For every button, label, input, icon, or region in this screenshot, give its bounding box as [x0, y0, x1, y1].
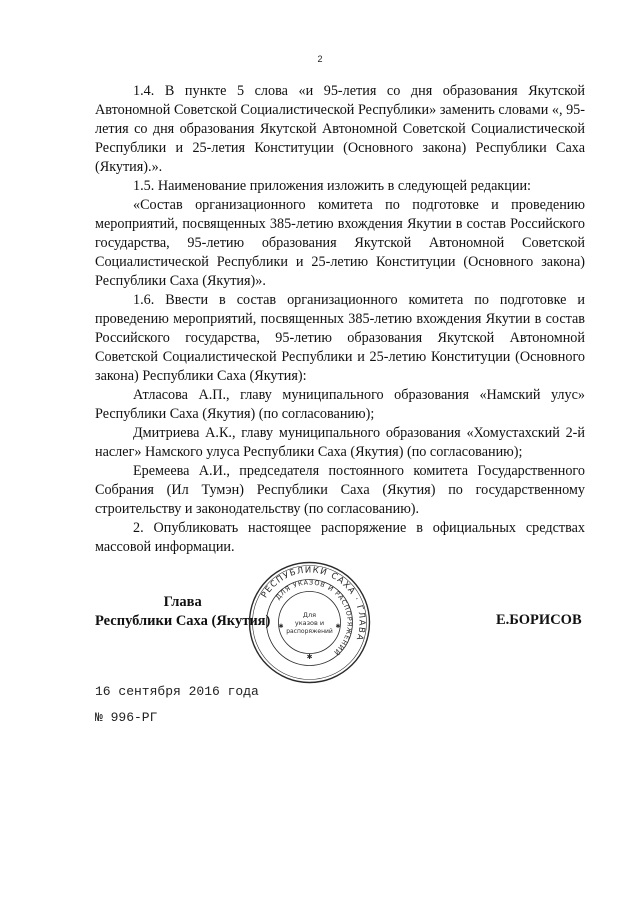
seal-outer-text: РЕСПУБЛИКИ САХА · ГЛАВА: [259, 565, 367, 643]
signature-title-line2: Республики Саха (Якутия): [95, 613, 271, 629]
signature-name: Е.БОРИСОВ: [496, 612, 582, 628]
member-eremeev: Еремеева А.И., председателя постоянного комитета Государственного Собрания (Ил Тумэн) Республики Саха (Якутия) по государственному строительству и законодательству (по согласованию).: [95, 463, 585, 517]
paragraph-2: 2. Опубликовать настоящее распоряжение в официальных средствах массовой информации.: [95, 520, 585, 555]
signature-title: [95, 593, 270, 631]
member-dmitriev: Дмитриева А.К., главу муниципального образования «Хомустахский 2-й наслег» Намского улуса Республики Саха (Якутия) (по согласованию);: [95, 425, 585, 460]
page-number: 2: [317, 54, 323, 64]
seal-star-icon-right: ✱: [335, 623, 341, 630]
member-atlasov: Атласова А.П., главу муниципального образования «Намский улус» Республики Саха (Якутия) (по согласованию);: [95, 387, 585, 422]
seal-inner-text: ДЛЯ УКАЗОВ И РАСПОРЯЖЕНИЙ: [274, 578, 354, 657]
official-seal: [247, 560, 372, 685]
paragraph-1-4: 1.4. В пункте 5 слова «и 95-летия со дня образования Якутской Автономной Советской Социалистической Республики» заменить словами «, 95-летия со дня образования Якутской Автономной Советской Социалистической Республики и 25-летия Конституции (Основного закона) Республики Саха (Якутия).».: [95, 83, 585, 175]
paragraph-appendix-title: «Состав организационного комитета по подготовке и проведению мероприятий, посвященных 385-летию вхождения Якутии в состав Российского государства, 95-летию образования Якутской Автономной Советской Социалистической Республики и 25-летию Конституции (Основного закона) Республики Саха (Якутия)».: [95, 197, 585, 289]
document-body: [95, 82, 585, 557]
document-date: 16 сентября 2016 года: [95, 684, 259, 699]
seal-star-icon: ✱: [306, 653, 313, 661]
seal-star-icon-left: ✱: [278, 623, 284, 630]
signature-title-line1: Глава: [163, 594, 202, 610]
seal-center-line2: указов и: [294, 619, 325, 627]
seal-center-line3: распоряжений: [286, 628, 333, 635]
document-number: № 996-РГ: [95, 710, 158, 725]
seal-center-line1: Для: [302, 611, 317, 619]
paragraph-1-6: 1.6. Ввести в состав организационного комитета по подготовке и проведению мероприятий, посвященных 385-летию вхождения Якутии в состав Российского государства, 95-летию образования Якутской Автономной Советской Социалистической Республики и 25-летию Конституции (Основного закона) Республики Саха (Якутия):: [95, 292, 585, 384]
paragraph-1-5: 1.5. Наименование приложения изложить в следующей редакции:: [133, 178, 531, 194]
